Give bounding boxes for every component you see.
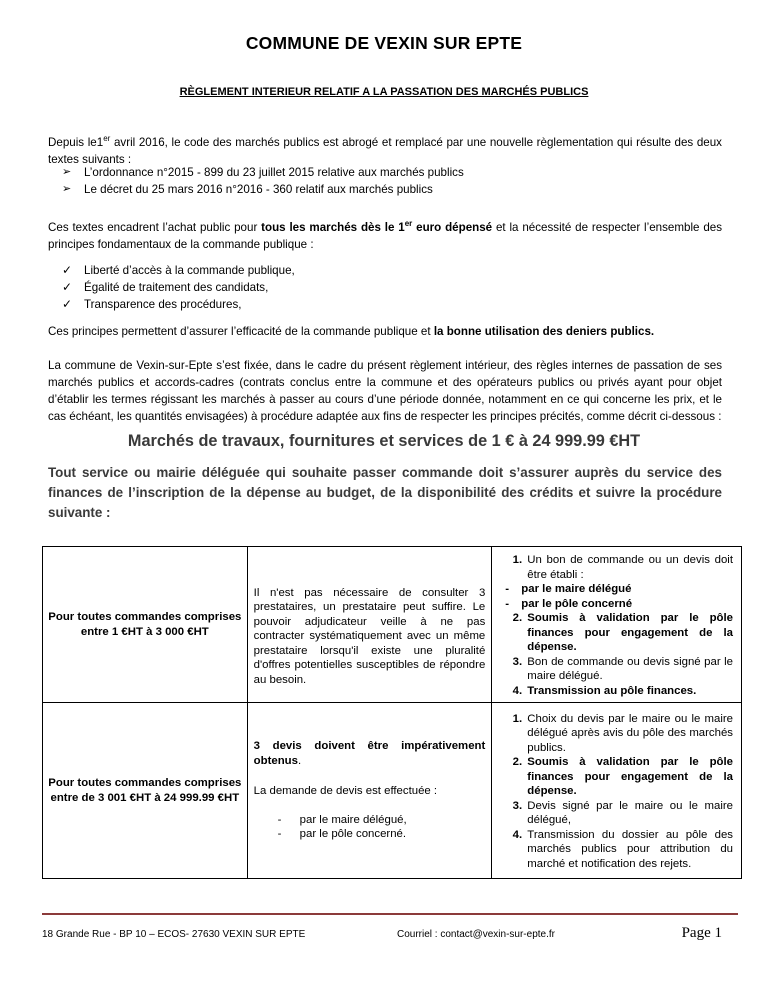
steps-list: 1. Choix du devis par le maire ou le maire délégué après avis du pôle des marchés publics. 2. Soumis à validation par le pôle finances pour engagement de la dépense. 3. Devis signé par le maire ou le maire délégué, 4. Transmission du dossier au pôle des marchés publics pour attribution du marché et notification des rejets. (492, 706, 741, 876)
principles-paragraph: Ces principes permettent d’assurer l’efficacité de la commande publique et la bonne utilisation des deniers publics. (48, 325, 655, 338)
description-cell: Il n'est pas nécessaire de consulter 3 prestataires, un prestataire peut suffire. Le pouvoir adjudicateur veille à ne pas contracter systématiquement avec un même prestataire lorsqu'il existe une pluralité d'offres potentielles susceptibles de répondre au besoin. (247, 547, 492, 703)
rules-paragraph: La commune de Vexin-sur-Epte s’est fixée, dans le cadre du présent règlement intérieur, des règles internes de passation de ses marchés publics et accords-cadres (contrats conclus entre la commune et des opérateurs publics ou privés ayant pour objet d’établir les termes régissant les marchés à passer au cours d’une période donnée, notamment en ce qui concerne les prix, et le cas échéant, les quantités envisagées) à procédure adaptée aux fins de respecter les principes précités, comme décrit ci-dessous : (48, 359, 722, 423)
list-item: ➢ L’ordonnance n°2015 - 899 du 23 juillet 2015 relative aux marchés publics (62, 166, 464, 179)
range-cell: Pour toutes commandes comprises entre de 3 001 €HT à 24 999.99 €HT (43, 703, 248, 879)
list-item: ✓ Transparence des procédures, (62, 297, 242, 311)
footer-rule (42, 913, 738, 915)
range-cell: Pour toutes commandes comprises entre 1 €HT à 3 000 €HT (43, 547, 248, 703)
page-title: COMMUNE DE VEXIN SUR EPTE (245, 33, 523, 53)
page-subtitle: RÈGLEMENT INTERIEUR RELATIF A LA PASSATION DES MARCHÉS PUBLICS (179, 86, 589, 98)
section-heading: Marchés de travaux, fournitures et services de 1 € à 24 999.99 €HT (127, 432, 641, 450)
list-item: ✓ Égalité de traitement des candidats, (62, 280, 269, 294)
footer-address: 18 Grande Rue - BP 10 – ECOS- 27630 VEXIN SUR EPTE (42, 929, 306, 940)
arrow-bullet-icon: ➢ (62, 166, 72, 178)
check-icon: ✓ (62, 280, 73, 294)
table-row (43, 547, 742, 703)
intro-paragraph: Depuis le1er avril 2016, le code des marchés publics est abrogé et remplacé par une nouvelle règlementation qui résulte des deux textes suivants : (48, 134, 722, 166)
list-item: ➢ Le décret du 25 mars 2016 n°2016 - 360 relatif aux marchés publics (62, 183, 433, 196)
check-icon: ✓ (62, 263, 73, 277)
texts-list (62, 164, 464, 198)
steps-cell (492, 547, 742, 703)
footer-email: Courriel : contact@vexin-sur-epte.fr (397, 929, 555, 940)
arrow-bullet-icon: ➢ (62, 183, 72, 195)
table-row (43, 703, 742, 879)
page-number: Page 1 (681, 925, 722, 941)
description-cell: 3 devis doivent être impérativement obtenus. La demande de devis est effectuée : - par le maire délégué, - par le pôle concerné. (247, 703, 492, 879)
list-item: ✓ Liberté d’accès à la commande publique, (62, 263, 295, 277)
procedure-table (42, 546, 742, 879)
check-icon: ✓ (62, 297, 73, 311)
principles-list (62, 262, 295, 313)
steps-list: 1. Un bon de commande ou un devis doit être établi : - par le maire délégué - par le pôle concerné 2. Soumis à validation par le pôle finances pour engagement de la dépense. 3. Bon de commande ou devis signé par le maire délégué. 4. Transmission au pôle finances. (492, 547, 741, 702)
section-intro: Tout service ou mairie déléguée qui souhaite passer commande doit s’assurer auprès du service des finances de l’inscription de la dépense au budget, de la disponibilité des crédits et suivre la procédure suivante : (48, 465, 722, 520)
scope-paragraph: Ces textes encadrent l’achat public pour tous les marchés dès le 1er euro dépensé et la nécessité de respecter l’ensemble des principes fondamentaux de la commande publique : (48, 219, 723, 251)
steps-cell (492, 703, 742, 879)
